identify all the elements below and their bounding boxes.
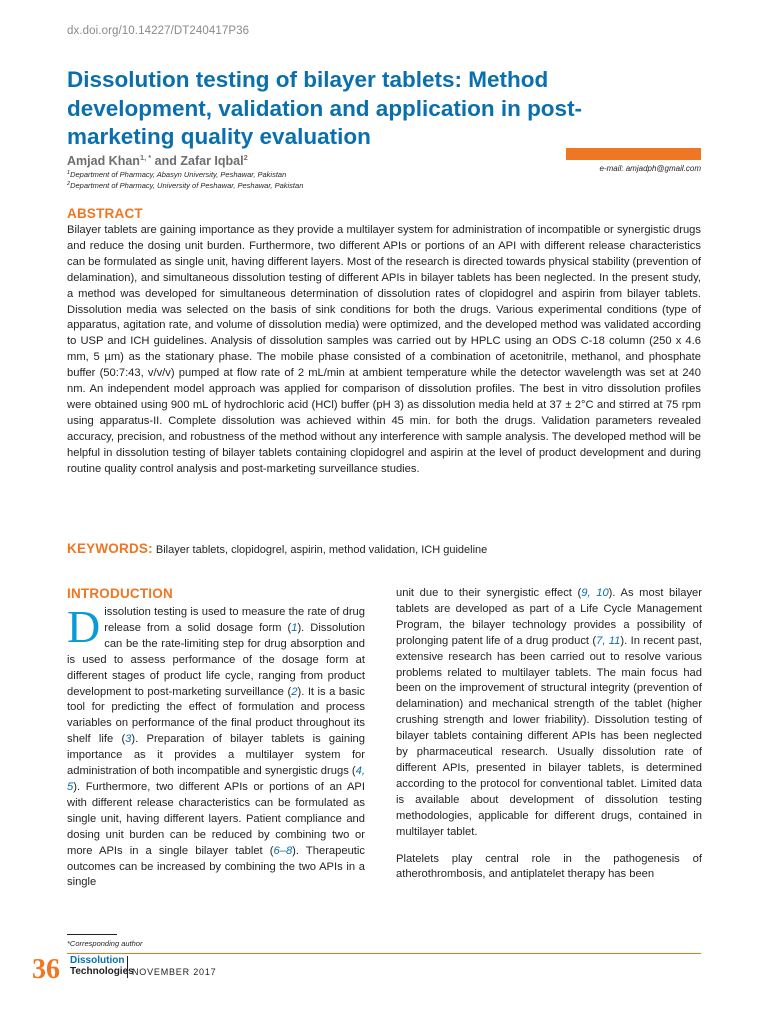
- body-text: ). In recent past, extensive research has been carried out to resolve various problems related to multilayer tablets. The main focus had been on the improvement of structural integrity (prevention of delamination) and mechanical strength of the tablet (higher crushing strength and lower friability). Dissolution testing of bilayer tablets containing different APIs has been neglected by pharmaceutical research. Usually dissolution rate of different APIs, presented in bilayer tablets, is determined according to the protocol for conventional tablet. Limited data is available about development of dissolution testing methodologies, applicable for different drugs, contained in multilayer tablet.: [396, 634, 702, 838]
- body-text: ). Furthermore, two different APIs or portions of an API with different release characteristics can be formulated as single unit, having different layers. Patient compliance and dosing unit burden can be reduced by combining two or more APIs in a single bilayer tablet (: [67, 780, 365, 857]
- header-accent-bar: [566, 148, 701, 160]
- footer-rule: [67, 953, 701, 954]
- citation-link[interactable]: 2: [291, 685, 298, 698]
- author-name: Zafar Iqbal: [180, 154, 244, 168]
- introduction-left-column: [67, 601, 366, 891]
- introduction-paragraph: Platelets play central role in the pathogenesis of atherothrombosis, and antiplatelet therapy has been: [396, 852, 702, 881]
- affiliation-text: Department of Pharmacy, University of Peshawar, Peshawar, Pakistan: [70, 181, 304, 190]
- footer-divider: [127, 956, 128, 978]
- abstract-heading: ABSTRACT: [67, 206, 143, 221]
- keywords-text: Bilayer tablets, clopidogrel, aspirin, method validation, ICH guideline: [152, 544, 488, 556]
- body-text: issolution testing is used to measure the rate of drug release from a solid dosage form (: [104, 606, 365, 634]
- body-text: ). It is a basic tool for predicting the effect of formulation and process variables on performance of the final product throughout its shelf life (: [67, 685, 365, 746]
- keywords-label: KEYWORDS:: [67, 541, 153, 556]
- corresponding-author-note: *Corresponding author: [67, 939, 143, 948]
- article-title: Dissolution testing of bilayer tablets: Method development, validation and application in post-marketing quality evaluation: [67, 67, 583, 149]
- affiliation-2: [67, 181, 303, 190]
- issue-date: NOVEMBER 2017: [132, 967, 217, 977]
- doi-link[interactable]: dx.doi.org/10.14227/DT240417P36: [67, 25, 250, 37]
- body-text: unit due to their synergistic effect (: [396, 587, 582, 599]
- affiliation-text: Department of Pharmacy, Abasyn University, Peshawar, Pakistan: [70, 170, 287, 179]
- author-affiliation-marker: 1, *: [139, 153, 152, 162]
- keywords: [67, 541, 487, 556]
- body-text: ). Dissolution can be the rate-limiting step for drug absorption and is used to assess performance of the dosage form at different stages of product life cycle, ranging from product development to post-marketing surveillance (: [67, 621, 365, 698]
- author-line: [67, 153, 248, 168]
- page-number: 36: [32, 954, 60, 985]
- abstract-text: Bilayer tablets are gaining importance as they provide a multilayer system for administration of incompatible or synergistic drugs and reduce the dosing unit burden. Furthermore, two different APIs or portions of an API with different release characteristics can be formulated as single unit, having different layers. Most of the research is directed towards physical stability (prevention of delamination), and simultaneous dissolution testing of different APIs in bilayer tablets has been neglected. In the present study, a method was developed for simultaneous determination of dissolution rates of clopidogrel and aspirin from bilayer tablets. Dissolution media was selected on the basis of sink conditions for both the drugs. Various experimental conditions (type of apparatus, agitation rate, and volume of dissolution media) were optimized, and the developed method was validated according to USP and ICH guidelines. Analysis of dissolution samples was carried out by HPLC using an ODS C-18 column (250 x 4.6 mm, 5 µm) as the stationary phase. The mobile phase consisted of a combination of acetonitrile, methanol, and phosphate buffer (50:7:43, v/v/v) pumped at flow rate of 2 mL/min at ambient temperature while the detector wavelength was set at 240 nm. An independent model approach was applied for comparison of dissolution profiles. The best in vitro dissolution profiles were obtained using 900 mL of hydrochloric acid (HCl) buffer (pH 3) as dissolution media held at 37 ± 2°C and stirred at 75 rpm using apparatus-II. Complete dissolution was achieved within 45 min. for both the drugs. Validation parameters revealed accuracy, precision, and robustness of the method without any interference with sample analysis. The developed method will be helpful in dissolution testing of bilayer tablets containing clopidogrel and aspirin at the level of product development and during routine quality control analysis and post-marketing surveillance studies.: [67, 224, 701, 475]
- body-text: ). As most bilayer tablets are developed as part of a Life Cycle Management Program, the bilayer technology provides a possibility of prolonging patent life of a drug product (: [396, 587, 703, 647]
- introduction-paragraph: [396, 586, 702, 841]
- citation-link[interactable]: 3: [125, 733, 132, 746]
- citation-link[interactable]: 6–8: [273, 844, 293, 857]
- introduction-paragraph: [67, 601, 366, 891]
- journal-name-line1: Dissolution: [70, 955, 125, 966]
- citation-link[interactable]: 1: [291, 621, 298, 634]
- body-text: ). Therapeutic outcomes can be increased by combining the two APIs in a single: [67, 844, 365, 889]
- affiliation-number: 1: [67, 170, 71, 176]
- author-name: Amjad Khan: [67, 154, 140, 168]
- author-affiliation-marker: 2: [243, 153, 248, 162]
- journal-name-line2: Technologies: [70, 965, 134, 977]
- footnote-rule: [67, 934, 117, 935]
- drop-cap: D: [67, 601, 101, 652]
- affiliation-1: [67, 170, 286, 179]
- introduction-right-column: [396, 586, 702, 883]
- introduction-heading: INTRODUCTION: [67, 586, 173, 601]
- body-text: ). Preparation of bilayer tablets is gaining importance as it provides a multilayer system for administration of both incompatible and synergistic drugs (: [67, 733, 366, 778]
- contact-email[interactable]: e-mail: amjadph@gmail.com: [599, 164, 701, 173]
- journal-logo: [70, 956, 134, 977]
- citation-link[interactable]: 7, 11: [596, 634, 621, 647]
- citation-link[interactable]: 4, 5: [67, 765, 365, 793]
- affiliation-number: 2: [67, 181, 71, 187]
- citation-link[interactable]: 9, 10: [581, 587, 609, 599]
- author-conjunction: and: [151, 154, 181, 168]
